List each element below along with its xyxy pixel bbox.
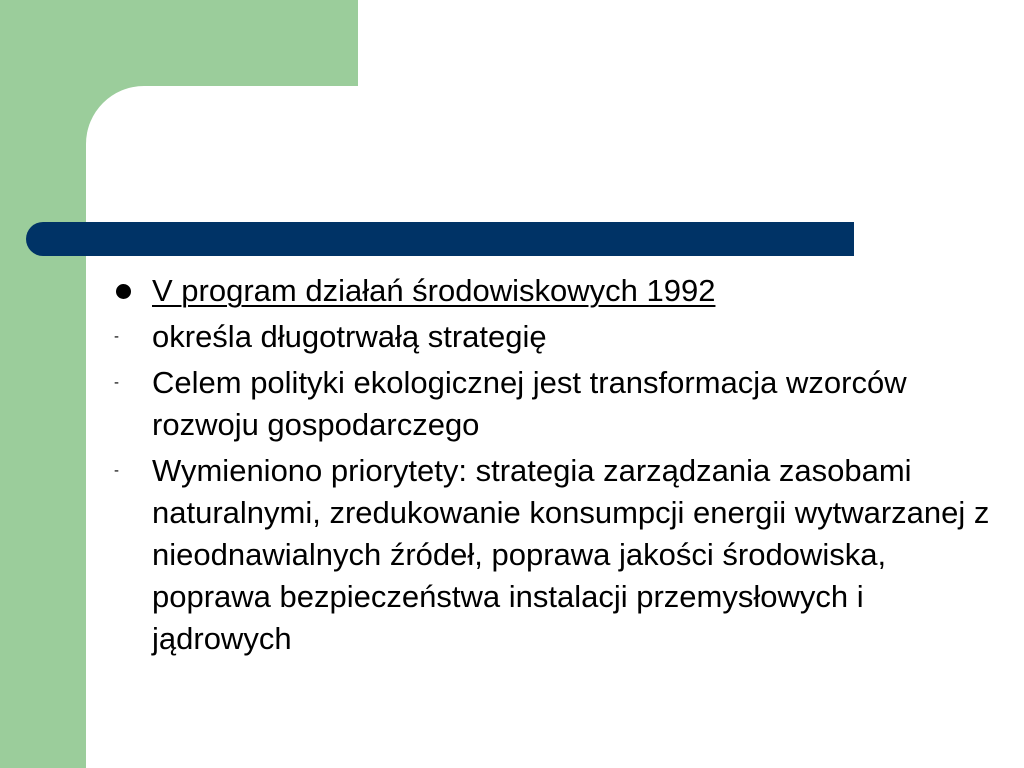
bullet-item-priorities [110, 450, 1000, 660]
bullet-text: Wymieniono priorytety: strategia zarządzania zasobami naturalnymi, zredukowanie konsumpcji energii wytwarzanej z nieodnawialnych źródeł, poprawa jakości środowiska, poprawa bezpieczeństwa instalacji przemysłowych i jądrowych [152, 453, 990, 656]
bullet-dash-marker: - [114, 462, 119, 479]
bullet-item-strategy [110, 316, 1000, 358]
bullet-text: określa długotrwałą strategię [152, 319, 547, 354]
bullet-text: Celem polityki ekologicznej jest transformacja wzorców rozwoju gospodarczego [152, 365, 907, 442]
bullet-dash-marker: - [114, 374, 119, 391]
bullet-item-program [110, 270, 1000, 312]
bullet-item-goal [110, 362, 1000, 446]
bullet-dot-icon [116, 284, 131, 299]
title-bar [26, 222, 854, 256]
bullet-text: V program działań środowiskowych 1992 [152, 273, 716, 308]
bullet-list [110, 270, 1000, 664]
bullet-dash-marker: - [114, 328, 119, 345]
